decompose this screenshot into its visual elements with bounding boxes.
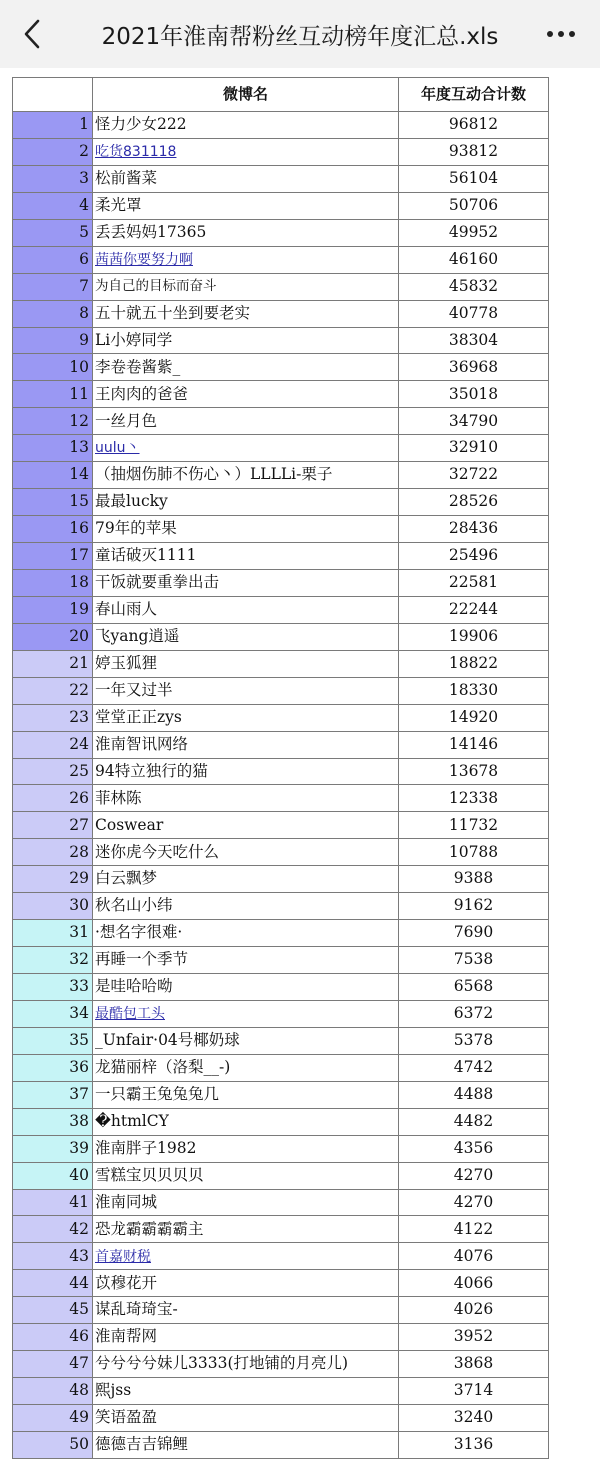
row-number[interactable]: 10 xyxy=(13,354,93,381)
interaction-count-cell[interactable]: 3714 xyxy=(399,1378,549,1405)
table-row xyxy=(13,1108,549,1135)
row-number[interactable]: 2 xyxy=(13,138,93,165)
row-number[interactable]: 47 xyxy=(13,1351,93,1378)
row-number[interactable]: 32 xyxy=(13,947,93,974)
interaction-count-cell[interactable]: 9162 xyxy=(399,893,549,920)
table-row xyxy=(13,1351,549,1378)
weibo-name-cell[interactable]: 白云飘梦 xyxy=(93,866,399,893)
row-number[interactable]: 13 xyxy=(13,435,93,462)
row-number[interactable]: 35 xyxy=(13,1027,93,1054)
row-number[interactable]: 4 xyxy=(13,192,93,219)
row-number[interactable]: 41 xyxy=(13,1189,93,1216)
table-row xyxy=(13,785,549,812)
table-row xyxy=(13,758,549,785)
table-row xyxy=(13,1324,549,1351)
interaction-count-cell[interactable]: 14146 xyxy=(399,731,549,758)
interaction-count-cell[interactable]: 3136 xyxy=(399,1431,549,1458)
row-number[interactable]: 17 xyxy=(13,543,93,570)
weibo-name-cell[interactable]: 谋乱琦琦宝- xyxy=(93,1297,399,1324)
row-number[interactable]: 16 xyxy=(13,516,93,543)
table-row xyxy=(13,408,549,435)
corner-cell[interactable] xyxy=(13,78,93,112)
table-body xyxy=(13,112,549,1459)
interaction-count-cell[interactable]: 3952 xyxy=(399,1324,549,1351)
table-row xyxy=(13,1270,549,1297)
table-row xyxy=(13,219,549,246)
row-number[interactable]: 25 xyxy=(13,758,93,785)
weibo-name-cell[interactable]: 为自己的目标而奋斗 xyxy=(93,273,399,300)
weibo-name-cell[interactable] xyxy=(93,435,399,462)
row-number[interactable]: 30 xyxy=(13,893,93,920)
row-number[interactable]: 12 xyxy=(13,408,93,435)
row-number[interactable]: 14 xyxy=(13,462,93,489)
ranking-table xyxy=(12,77,549,1459)
weibo-name-cell[interactable]: 94特立独行的猫 xyxy=(93,758,399,785)
table-row xyxy=(13,112,549,139)
row-number[interactable]: 28 xyxy=(13,839,93,866)
weibo-name-cell[interactable]: 熙jss xyxy=(93,1378,399,1405)
weibo-name-cell[interactable]: 一只霸王兔兔兔几 xyxy=(93,1081,399,1108)
back-button[interactable] xyxy=(18,16,48,52)
table-row xyxy=(13,569,549,596)
weibo-name-cell[interactable]: 淮南胖子1982 xyxy=(93,1135,399,1162)
row-number[interactable]: 34 xyxy=(13,1000,93,1027)
interaction-count-cell[interactable]: 32722 xyxy=(399,462,549,489)
weibo-name-cell[interactable]: 雪糕宝贝贝贝贝 xyxy=(93,1162,399,1189)
table-row xyxy=(13,354,549,381)
weibo-name-link[interactable]: 首嘉财税 xyxy=(95,1248,151,1265)
weibo-name-cell[interactable]: �htmlCY xyxy=(93,1108,399,1135)
table-row xyxy=(13,920,549,947)
row-number[interactable]: 11 xyxy=(13,381,93,408)
table-row xyxy=(13,947,549,974)
weibo-name-cell[interactable]: 龙猫丽梓（洛梨__-) xyxy=(93,1054,399,1081)
weibo-name-cell[interactable]: Li小婷同学 xyxy=(93,327,399,354)
interaction-count-cell[interactable]: 13678 xyxy=(399,758,549,785)
row-number[interactable]: 20 xyxy=(13,623,93,650)
weibo-name-cell[interactable]: 淮南智讯网络 xyxy=(93,731,399,758)
table-row xyxy=(13,543,549,570)
table-row xyxy=(13,300,549,327)
weibo-name-cell[interactable]: 春山雨人 xyxy=(93,596,399,623)
weibo-name-cell[interactable]: _Unfair·04号椰奶球 xyxy=(93,1027,399,1054)
interaction-count-cell[interactable]: 56104 xyxy=(399,165,549,192)
row-number[interactable]: 7 xyxy=(13,273,93,300)
interaction-count-cell[interactable]: 4356 xyxy=(399,1135,549,1162)
interaction-count-cell[interactable]: 45832 xyxy=(399,273,549,300)
weibo-name-cell[interactable]: 柔光罩 xyxy=(93,192,399,219)
weibo-name-cell[interactable]: 干饭就要重拳出击 xyxy=(93,569,399,596)
interaction-count-cell[interactable]: 7690 xyxy=(399,920,549,947)
column-header-count[interactable]: 年度互动合计数 xyxy=(399,78,549,112)
row-number[interactable]: 37 xyxy=(13,1081,93,1108)
weibo-name-cell[interactable]: 一丝月色 xyxy=(93,408,399,435)
table-row xyxy=(13,623,549,650)
weibo-name-cell[interactable]: Coswear xyxy=(93,812,399,839)
more-horizontal-icon xyxy=(544,22,578,46)
interaction-count-cell[interactable]: 96812 xyxy=(399,112,549,139)
interaction-count-cell[interactable]: 4482 xyxy=(399,1108,549,1135)
weibo-name-cell[interactable]: 最最lucky xyxy=(93,489,399,516)
table-row xyxy=(13,516,549,543)
table-row xyxy=(13,866,549,893)
table-row xyxy=(13,138,549,165)
weibo-name-cell[interactable]: 迷你虎今天吃什么 xyxy=(93,839,399,866)
weibo-name-cell[interactable] xyxy=(93,1000,399,1027)
weibo-name-cell[interactable] xyxy=(93,1243,399,1270)
table-row xyxy=(13,596,549,623)
interaction-count-cell[interactable]: 4066 xyxy=(399,1270,549,1297)
interaction-count-cell[interactable]: 38304 xyxy=(399,327,549,354)
table-row xyxy=(13,1027,549,1054)
interaction-count-cell[interactable]: 28436 xyxy=(399,516,549,543)
interaction-count-cell[interactable]: 4122 xyxy=(399,1216,549,1243)
chevron-left-icon xyxy=(18,16,48,52)
page-title: 2021年淮南帮粉丝互动榜年度汇总.xls xyxy=(101,23,499,50)
weibo-name-cell[interactable]: 德德吉吉锦鲤 xyxy=(93,1431,399,1458)
interaction-count-cell[interactable]: 4270 xyxy=(399,1189,549,1216)
weibo-name-cell[interactable]: 79年的苹果 xyxy=(93,516,399,543)
weibo-name-cell[interactable]: 淮南同城 xyxy=(93,1189,399,1216)
weibo-name-cell[interactable]: ·想名字很难· xyxy=(93,920,399,947)
header-row xyxy=(13,78,549,112)
row-number[interactable]: 33 xyxy=(13,974,93,1001)
interaction-count-cell[interactable]: 35018 xyxy=(399,381,549,408)
interaction-count-cell[interactable]: 5378 xyxy=(399,1027,549,1054)
interaction-count-cell[interactable]: 3868 xyxy=(399,1351,549,1378)
row-number[interactable]: 42 xyxy=(13,1216,93,1243)
row-number[interactable]: 15 xyxy=(13,489,93,516)
interaction-count-cell[interactable]: 6568 xyxy=(399,974,549,1001)
weibo-name-link[interactable]: 茜茜你要努力啊 xyxy=(95,251,193,268)
table-row xyxy=(13,812,549,839)
spreadsheet-view[interactable] xyxy=(0,68,600,1454)
weibo-name-cell[interactable]: 兮兮兮兮妹儿3333(打地铺的月亮儿) xyxy=(93,1351,399,1378)
table-row xyxy=(13,839,549,866)
interaction-count-cell[interactable]: 34790 xyxy=(399,408,549,435)
weibo-name-link[interactable]: 吃货831118 xyxy=(95,144,177,161)
weibo-name-cell[interactable]: 飞yang逍遥 xyxy=(93,623,399,650)
weibo-name-cell[interactable]: 怪力少女222 xyxy=(93,112,399,139)
table-row xyxy=(13,1054,549,1081)
row-number[interactable]: 5 xyxy=(13,219,93,246)
weibo-name-link[interactable]: 最酷包工头 xyxy=(95,1006,165,1023)
table-row xyxy=(13,893,549,920)
weibo-name-cell[interactable]: 松前酱菜 xyxy=(93,165,399,192)
column-header-name[interactable]: 微博名 xyxy=(93,78,399,112)
table-row xyxy=(13,327,549,354)
row-number[interactable]: 9 xyxy=(13,327,93,354)
interaction-count-cell[interactable]: 49952 xyxy=(399,219,549,246)
table-row xyxy=(13,1431,549,1458)
interaction-count-cell[interactable]: 4742 xyxy=(399,1054,549,1081)
interaction-count-cell[interactable]: 93812 xyxy=(399,138,549,165)
weibo-name-cell[interactable] xyxy=(93,138,399,165)
interaction-count-cell[interactable]: 3240 xyxy=(399,1405,549,1432)
weibo-name-cell[interactable]: 婷玉狐狸 xyxy=(93,650,399,677)
weibo-name-link[interactable]: uulu丶 xyxy=(95,440,140,457)
row-number[interactable]: 50 xyxy=(13,1431,93,1458)
table-row xyxy=(13,1000,549,1027)
row-number[interactable]: 21 xyxy=(13,650,93,677)
interaction-count-cell[interactable]: 25496 xyxy=(399,543,549,570)
interaction-count-cell[interactable]: 12338 xyxy=(399,785,549,812)
weibo-name-cell[interactable]: 李卷卷酱紫_ xyxy=(93,354,399,381)
table-row xyxy=(13,462,549,489)
interaction-count-cell[interactable]: 36968 xyxy=(399,354,549,381)
table-row xyxy=(13,677,549,704)
row-number[interactable]: 8 xyxy=(13,300,93,327)
interaction-count-cell[interactable]: 4076 xyxy=(399,1243,549,1270)
row-number[interactable]: 43 xyxy=(13,1243,93,1270)
table-row xyxy=(13,1378,549,1405)
interaction-count-cell[interactable]: 18330 xyxy=(399,677,549,704)
weibo-name-cell[interactable]: 淮南帮网 xyxy=(93,1324,399,1351)
weibo-name-cell[interactable]: 笑语盈盈 xyxy=(93,1405,399,1432)
table-row xyxy=(13,1405,549,1432)
table-row xyxy=(13,1216,549,1243)
row-number[interactable]: 19 xyxy=(13,596,93,623)
table-row xyxy=(13,246,549,273)
table-row xyxy=(13,1135,549,1162)
table-row xyxy=(13,650,549,677)
table-row xyxy=(13,273,549,300)
more-button[interactable] xyxy=(544,22,578,46)
interaction-count-cell[interactable]: 50706 xyxy=(399,192,549,219)
interaction-count-cell[interactable]: 28526 xyxy=(399,489,549,516)
weibo-name-cell[interactable]: 再睡一个季节 xyxy=(93,947,399,974)
table-row xyxy=(13,192,549,219)
weibo-name-cell[interactable]: 一年又过半 xyxy=(93,677,399,704)
table-row xyxy=(13,435,549,462)
interaction-count-cell[interactable]: 46160 xyxy=(399,246,549,273)
table-row xyxy=(13,704,549,731)
row-number[interactable]: 27 xyxy=(13,812,93,839)
table-row xyxy=(13,731,549,758)
row-number[interactable]: 44 xyxy=(13,1270,93,1297)
weibo-name-cell[interactable]: 苡穆花开 xyxy=(93,1270,399,1297)
row-number[interactable]: 40 xyxy=(13,1162,93,1189)
weibo-name-cell[interactable]: 童话破灭1111 xyxy=(93,543,399,570)
title-bar xyxy=(0,0,600,68)
weibo-name-cell[interactable]: （抽烟伤肺不伤心丶）LLLLi-栗子 xyxy=(93,462,399,489)
table-row xyxy=(13,1297,549,1324)
table-row xyxy=(13,489,549,516)
interaction-count-cell[interactable]: 40778 xyxy=(399,300,549,327)
interaction-count-cell[interactable]: 22581 xyxy=(399,569,549,596)
weibo-name-cell[interactable]: 五十就五十坐到要老实 xyxy=(93,300,399,327)
row-number[interactable]: 48 xyxy=(13,1378,93,1405)
row-number[interactable]: 46 xyxy=(13,1324,93,1351)
interaction-count-cell[interactable]: 32910 xyxy=(399,435,549,462)
weibo-name-cell[interactable]: 堂堂正正zys xyxy=(93,704,399,731)
table-row xyxy=(13,381,549,408)
interaction-count-cell[interactable]: 7538 xyxy=(399,947,549,974)
row-number[interactable]: 29 xyxy=(13,866,93,893)
row-number[interactable]: 22 xyxy=(13,677,93,704)
row-number[interactable]: 49 xyxy=(13,1405,93,1432)
weibo-name-cell[interactable] xyxy=(93,246,399,273)
table-row xyxy=(13,1081,549,1108)
row-number[interactable]: 18 xyxy=(13,569,93,596)
row-number[interactable]: 24 xyxy=(13,731,93,758)
row-number[interactable]: 45 xyxy=(13,1297,93,1324)
row-number[interactable]: 6 xyxy=(13,246,93,273)
interaction-count-cell[interactable]: 9388 xyxy=(399,866,549,893)
interaction-count-cell[interactable]: 4270 xyxy=(399,1162,549,1189)
weibo-name-cell[interactable]: 菲林陈 xyxy=(93,785,399,812)
row-number[interactable]: 3 xyxy=(13,165,93,192)
table-row xyxy=(13,165,549,192)
interaction-count-cell[interactable]: 4488 xyxy=(399,1081,549,1108)
row-number[interactable]: 23 xyxy=(13,704,93,731)
table-row xyxy=(13,1189,549,1216)
interaction-count-cell[interactable]: 10788 xyxy=(399,839,549,866)
row-number[interactable]: 39 xyxy=(13,1135,93,1162)
weibo-name-cell[interactable]: 是哇哈哈呦 xyxy=(93,974,399,1001)
weibo-name-cell[interactable]: 秋名山小纬 xyxy=(93,893,399,920)
interaction-count-cell[interactable]: 11732 xyxy=(399,812,549,839)
weibo-name-cell[interactable]: 丢丢妈妈17365 xyxy=(93,219,399,246)
interaction-count-cell[interactable]: 14920 xyxy=(399,704,549,731)
row-number[interactable]: 38 xyxy=(13,1108,93,1135)
row-number[interactable]: 31 xyxy=(13,920,93,947)
interaction-count-cell[interactable]: 22244 xyxy=(399,596,549,623)
interaction-count-cell[interactable]: 18822 xyxy=(399,650,549,677)
row-number[interactable]: 36 xyxy=(13,1054,93,1081)
weibo-name-cell[interactable]: 王肉肉的爸爸 xyxy=(93,381,399,408)
table-row xyxy=(13,1243,549,1270)
row-number[interactable]: 26 xyxy=(13,785,93,812)
interaction-count-cell[interactable]: 19906 xyxy=(399,623,549,650)
table-row xyxy=(13,974,549,1001)
row-number[interactable]: 1 xyxy=(13,112,93,139)
weibo-name-cell[interactable]: 恐龙霸霸霸霸主 xyxy=(93,1216,399,1243)
table-row xyxy=(13,1162,549,1189)
interaction-count-cell[interactable]: 4026 xyxy=(399,1297,549,1324)
interaction-count-cell[interactable]: 6372 xyxy=(399,1000,549,1027)
